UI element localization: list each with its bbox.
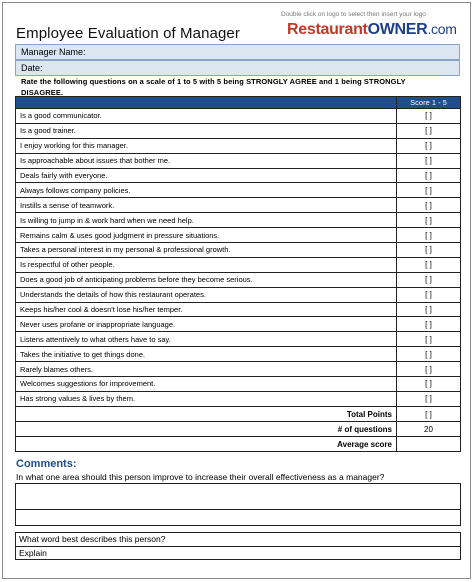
score-input[interactable]: [ ] [397, 391, 461, 406]
question-text: Has strong values & lives by them. [16, 391, 397, 406]
table-header-row [16, 97, 461, 109]
question-row [16, 391, 461, 406]
logo-text-owner: OWNER [367, 21, 428, 38]
question-text: Welcomes suggestions for improvement. [16, 377, 397, 392]
question-row [16, 257, 461, 272]
comments-heading: Comments: [16, 458, 77, 470]
comments-explain: Explain [16, 546, 460, 560]
question-text: Rarely blames others. [16, 362, 397, 377]
score-input[interactable]: [ ] [397, 213, 461, 228]
rating-instructions: Rate the following questions on a scale of 1 to 5 with 5 being STRONGLY AGREE and 1 being STRONGLY DISAGREE. [21, 77, 406, 97]
question-row [16, 332, 461, 347]
comments-question-word: What word best describes this person? [19, 534, 166, 544]
answer-divider [15, 509, 461, 510]
score-input[interactable]: [ ] [397, 228, 461, 243]
questions-table [15, 96, 461, 407]
question-column-header [16, 97, 397, 109]
question-text: Listens attentively to what others have to say. [16, 332, 397, 347]
question-text: Understands the details of how this restaurant operates. [16, 287, 397, 302]
question-row [16, 362, 461, 377]
score-input[interactable]: [ ] [397, 257, 461, 272]
question-row [16, 377, 461, 392]
question-row [16, 243, 461, 258]
question-row [16, 302, 461, 317]
totals-table [15, 406, 461, 452]
question-row [16, 213, 461, 228]
score-input[interactable]: [ ] [397, 168, 461, 183]
question-text: Does a good job of anticipating problems before they become serious. [16, 272, 397, 287]
logo-hint: Double click on logo to select then insert your logo [281, 11, 426, 18]
score-column-header: Score 1 - 5 [397, 97, 461, 109]
word-answer-box[interactable] [15, 532, 461, 560]
question-row [16, 168, 461, 183]
question-text: Keeps his/her cool & doesn't lose his/her temper. [16, 302, 397, 317]
score-input[interactable]: [ ] [397, 183, 461, 198]
question-text: Is approachable about issues that bother me. [16, 153, 397, 168]
average-score-label: Average score [16, 437, 397, 452]
question-row [16, 272, 461, 287]
comments-question-improve: In what one area should this person improve to increase their overall effectiveness as a manager? [16, 472, 385, 482]
total-points-label: Total Points [16, 407, 397, 422]
question-text: Deals fairly with everyone. [16, 168, 397, 183]
score-input[interactable]: [ ] [397, 287, 461, 302]
average-score-row [16, 437, 461, 452]
score-input[interactable]: [ ] [397, 153, 461, 168]
question-text: Instills a sense of teamwork. [16, 198, 397, 213]
question-row [16, 183, 461, 198]
question-text: Takes the initiative to get things done. [16, 347, 397, 362]
manager-name-field[interactable]: Manager Name: [15, 44, 460, 60]
score-input[interactable]: [ ] [397, 332, 461, 347]
average-score-value[interactable] [397, 437, 461, 452]
question-row [16, 138, 461, 153]
num-questions-value: 20 [397, 422, 461, 437]
score-input[interactable]: [ ] [397, 109, 461, 124]
score-input[interactable]: [ ] [397, 377, 461, 392]
logo-text-com: .com [427, 21, 457, 37]
question-row [16, 109, 461, 124]
question-text: I enjoy working for this manager. [16, 138, 397, 153]
score-input[interactable]: [ ] [397, 243, 461, 258]
question-row [16, 198, 461, 213]
question-row [16, 347, 461, 362]
restaurantowner-logo[interactable] [287, 21, 457, 39]
question-row [16, 287, 461, 302]
question-row [16, 153, 461, 168]
score-input[interactable]: [ ] [397, 272, 461, 287]
score-input[interactable]: [ ] [397, 317, 461, 332]
score-input[interactable]: [ ] [397, 138, 461, 153]
total-points-value[interactable]: [ ] [397, 407, 461, 422]
question-text: Takes a personal interest in my personal & professional growth. [16, 243, 397, 258]
question-text: Is willing to jump in & work hard when we need help. [16, 213, 397, 228]
score-input[interactable]: [ ] [397, 198, 461, 213]
question-text: Is respectful of other people. [16, 257, 397, 272]
question-text: Is a good communicator. [16, 109, 397, 124]
num-questions-label: # of questions [16, 422, 397, 437]
question-text: Remains calm & uses good judgment in pressure situations. [16, 228, 397, 243]
total-points-row [16, 407, 461, 422]
num-questions-row [16, 422, 461, 437]
page-title: Employee Evaluation of Manager [16, 25, 240, 42]
question-row [16, 317, 461, 332]
question-row [16, 123, 461, 138]
score-input[interactable]: [ ] [397, 302, 461, 317]
score-input[interactable]: [ ] [397, 123, 461, 138]
question-text: Always follows company policies. [16, 183, 397, 198]
logo-text-restaurant: Restaurant [287, 21, 368, 38]
question-row [16, 228, 461, 243]
score-input[interactable]: [ ] [397, 347, 461, 362]
improve-answer-box[interactable] [15, 483, 461, 526]
question-text: Never uses profane or inappropriate language. [16, 317, 397, 332]
question-text: Is a good trainer. [16, 123, 397, 138]
date-field[interactable]: Date: [15, 60, 460, 76]
score-input[interactable]: [ ] [397, 362, 461, 377]
